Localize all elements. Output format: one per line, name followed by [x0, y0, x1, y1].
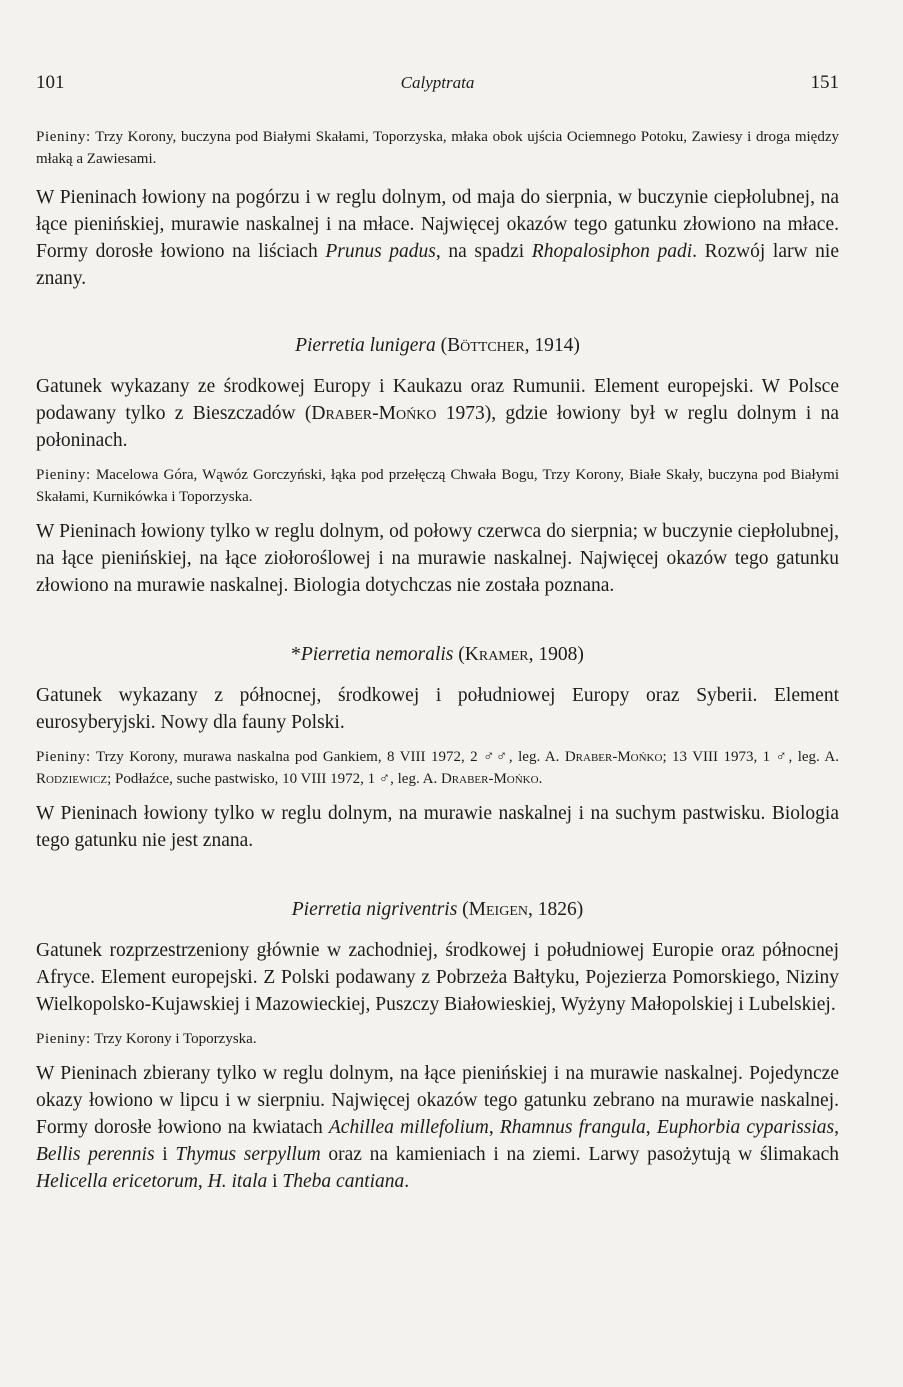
- text-run: ; 13 VIII 1973, 1 ♂, leg. A.: [662, 749, 839, 765]
- running-header: [36, 72, 839, 94]
- text-run: (: [453, 644, 465, 665]
- species-name: Rhopalosiphon padi: [531, 241, 693, 262]
- species-heading-name: Pierretia nemoralis: [300, 644, 454, 665]
- species-author: Kramer: [464, 644, 529, 665]
- text-run: W Pieninach łowiony na pogórzu i w reglu dolnym, od maja do sierpnia, w buczynie ciepłolubnej, na łące pienińskiej, murawie naskalnej i na młace. Najwięcej okazów tego gatunku złowiono na młace. Formy dorosłe łowiono na liściach: [36, 187, 839, 262]
- collector-name: Rodziewicz: [36, 771, 108, 787]
- locality-text: Trzy Korony, buczyna pod Białymi Skałami, Toporzyska, młaka obok ujścia Ociemnego Potoku, Zawiesy i droga między młaką a Zawiesami.: [36, 129, 839, 167]
- text-run: ; Podłaźce, suche pastwisko, 10 VIII 1972, 1 ♂, leg. A.: [107, 771, 441, 787]
- species-name: Euphorbia cyparissias: [656, 1117, 835, 1138]
- species-name: Rhamnus frangula: [499, 1117, 646, 1138]
- text-run: ,: [645, 1117, 657, 1138]
- species-year: , 1826): [528, 899, 584, 920]
- species-heading: [36, 332, 839, 359]
- citation-author: Draber-Mońko: [311, 403, 437, 424]
- species-heading-name: Pierretia nigriventris: [291, 899, 458, 920]
- body-paragraph: [36, 373, 839, 454]
- left-page-number: 101: [36, 72, 65, 93]
- text-run: . Rozwój larw nie znany.: [36, 241, 839, 289]
- text-run: ,: [488, 1117, 500, 1138]
- body-paragraph: W Pieninach łowiony tylko w reglu dolnym, na murawie naskalnej i na suchym pastwisku. Biologia tego gatunku nie jest znana.: [36, 803, 839, 851]
- body-paragraph: [36, 184, 839, 292]
- species-name: H. itala: [207, 1171, 268, 1192]
- right-page-number: 151: [810, 72, 839, 93]
- text-run: W Pieninach zbierany tylko w reglu dolnym, na łące pienińskiej i na murawie naskalnej. Pojedyncze okazy łowiono w lipcu i w sierpniu. Najwięcej okazów tego gatunku zebrano na murawie naskalnej. Formy dorosłe łowiono na kwiatach: [36, 1063, 839, 1138]
- species-heading-name: Pierretia lunigera: [295, 335, 436, 356]
- locality-text: Trzy Korony i Toporzyska.: [94, 1031, 257, 1047]
- text-run: .: [538, 771, 543, 787]
- species-name: Achillea millefolium: [328, 1117, 489, 1138]
- page-content: [36, 126, 839, 1195]
- locality-label: Pieniny:: [36, 129, 91, 145]
- locality-label: Pieniny:: [36, 467, 91, 483]
- collector-name: Draber-Mońko: [564, 749, 663, 765]
- species-name: Theba cantiana: [282, 1171, 405, 1192]
- text-run: 1973), gdzie łowiony był w reglu dolnym i na połoninach.: [36, 403, 839, 451]
- locality-label: Pieniny:: [36, 1031, 91, 1047]
- species-year: , 1908): [528, 644, 584, 665]
- text-run: oraz na kamieniach i na ziemi. Larwy pasożytują w ślimakach: [320, 1144, 840, 1165]
- locality-paragraph: [36, 1028, 839, 1050]
- new-record-mark: *: [291, 644, 301, 665]
- species-year: , 1914): [524, 335, 580, 356]
- species-heading: [36, 641, 839, 668]
- collector-name: Draber-Mońko: [440, 771, 539, 787]
- text-run: i: [267, 1171, 283, 1192]
- text-run: ,: [197, 1171, 208, 1192]
- species-name: Bellis perennis: [36, 1144, 155, 1165]
- text-run: (: [457, 899, 469, 920]
- species-heading: [36, 896, 839, 923]
- locality-paragraph: [36, 126, 839, 170]
- locality-paragraph: [36, 464, 839, 508]
- body-paragraph: Gatunek rozprzestrzeniony głównie w zachodniej, środkowej i południowej Europie oraz północnej Afryce. Element europejski. Z Polski podawany z Pobrzeża Bałtyku, Pojezierza Pomorskiego, Niziny Wielkopolsko-Kujawskiej i Mazowieckiej, Puszczy Białowieskiej, Wyżyny Małopolskiej i Lubelskiej.: [36, 940, 839, 1015]
- species-name: Prunus padus: [325, 241, 436, 262]
- text-run: Gatunek wykazany ze środkowej Europy i Kaukazu oraz Rumunii. Element europejski. W Polsce podawany tylko z Bieszczadów (: [36, 376, 839, 424]
- text-run: i: [154, 1144, 176, 1165]
- text-run: Trzy Korony, murawa naskalna pod Gankiem, 8 VIII 1972, 2 ♂♂, leg. A.: [95, 749, 565, 765]
- body-paragraph: W Pieninach łowiony tylko w reglu dolnym, od połowy czerwca do sierpnia; w buczynie ciepłolubnej, na łące pienińskiej, na łące ziołoroślowej i na murawie naskalnej. Najwięcej okazów tego gatunku złowiono na murawie naskalnej. Biologia dotychczas nie została poznana.: [36, 521, 839, 596]
- body-paragraph: [36, 1060, 839, 1195]
- running-title: Calyptrata: [400, 73, 475, 92]
- species-author: Meigen: [468, 899, 528, 920]
- species-name: Helicella ericetorum: [36, 1171, 198, 1192]
- text-run: (: [435, 335, 448, 356]
- text-run: , na spadzi: [435, 241, 532, 262]
- text-run: ,: [834, 1117, 840, 1138]
- locality-paragraph: [36, 746, 839, 790]
- locality-text: Macelowa Góra, Wąwóz Gorczyński, łąka pod przełęczą Chwała Bogu, Trzy Korony, Białe Skały, buczyna pod Białymi Skałami, Kurnikówka i Toporzyska.: [36, 467, 840, 505]
- body-paragraph: Gatunek wykazany z północnej, środkowej i południowej Europy oraz Syberii. Element eurosyberyjski. Nowy dla fauny Polski.: [36, 685, 839, 733]
- species-name: Thymus serpyllum: [175, 1144, 321, 1165]
- locality-label: Pieniny:: [36, 749, 91, 765]
- text-run: .: [404, 1171, 410, 1192]
- species-author: Böttcher: [447, 335, 525, 356]
